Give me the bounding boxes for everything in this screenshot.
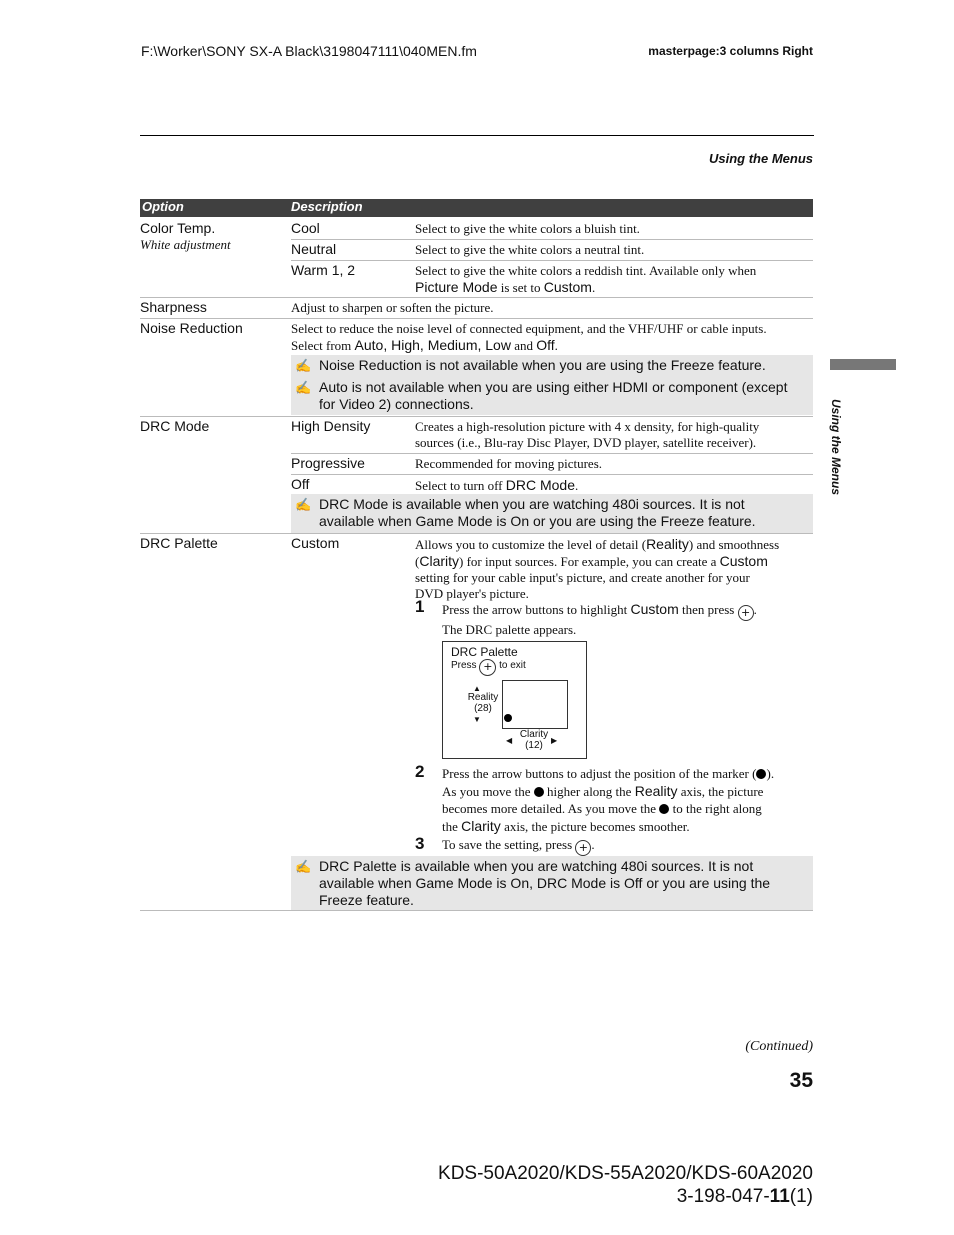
page-number: 35	[789, 1069, 813, 1092]
drc-high-density-label: High Density	[291, 418, 371, 434]
palette-title: DRC Palette	[451, 645, 518, 659]
color-temp-cool-label: Cool	[291, 220, 320, 236]
reality-axis-label: Reality (28)	[467, 692, 499, 714]
option-color-temp-sub: White adjustment	[140, 237, 231, 252]
pencil-note-icon: ✍	[295, 859, 312, 874]
color-temp-warm-label: Warm 1, 2	[291, 262, 356, 278]
header-rule	[140, 135, 814, 136]
drc-custom-intro: Allows you to customize the level of detail (Reality) and smoothness (Clarity) for input sources. For example, you can create a Custom setting for your cable input's picture, and create another for your DVD player's picture.	[415, 536, 780, 601]
option-drc-mode: DRC Mode	[140, 418, 210, 434]
note-text: Noise Reduction is not available when you are using the Freeze feature.	[319, 357, 766, 373]
section-title: Using the Menus	[708, 151, 813, 166]
note-text: DRC Palette is available when you are watching 480i sources. It is not available when Game Mode is On, DRC Mode is Off or you are using the Freeze feature.	[319, 858, 771, 908]
drc-off-desc: Select to turn off DRC Mode.	[415, 477, 579, 493]
option-noise-reduction: Noise Reduction	[140, 320, 243, 336]
col-option-header: Option	[142, 199, 184, 214]
row-divider	[291, 239, 813, 240]
row-divider	[140, 297, 813, 298]
step-1-number: 1	[415, 597, 425, 616]
clarity-left-arrow-icon: ◀	[506, 736, 513, 745]
color-temp-warm-desc: Select to give the white colors a reddish tint. Available only when Picture Mode is set to Custom.	[415, 263, 757, 295]
row-divider	[140, 533, 813, 534]
continued-label: (Continued)	[745, 1039, 813, 1054]
color-temp-neutral-label: Neutral	[291, 241, 337, 257]
table-header	[140, 199, 813, 217]
pencil-note-icon: ✍	[295, 380, 312, 395]
step-1-text: Press the arrow buttons to highlight Custom then press + . The DRC palette appears.	[442, 601, 757, 637]
step-3-text: To save the setting, press + .	[442, 837, 595, 854]
reality-down-arrow-icon: ▼	[473, 715, 481, 724]
palette-marker	[504, 714, 512, 722]
model-numbers: KDS-50A2020/KDS-55A2020/KDS-60A2020	[438, 1163, 813, 1184]
part-number: 3-198-047-11(1)	[676, 1186, 813, 1207]
color-temp-neutral-desc: Select to give the white colors a neutral tint.	[415, 242, 645, 257]
drc-progressive-desc: Recommended for moving pictures.	[415, 456, 603, 471]
drc-palette-figure	[442, 641, 587, 759]
clarity-axis-label: Clarity (12)	[519, 729, 549, 751]
reality-up-arrow-icon: ▲	[473, 684, 481, 693]
table-bottom-rule	[140, 910, 813, 911]
enter-button-icon: +	[738, 605, 754, 621]
noise-reduction-desc: Select to reduce the noise level of connected equipment, and the VHF/UHF or cable inputs. Select from Auto, High, Medium, Low and Off.	[291, 321, 767, 353]
row-divider	[140, 416, 813, 417]
drc-progressive-label: Progressive	[291, 455, 365, 471]
color-temp-cool-desc: Select to give the white colors a bluish tint.	[415, 221, 640, 236]
step-2-text: Press the arrow buttons to adjust the position of the marker ( ). As you move the higher along the Reality axis, the picture becomes more detailed. As you move the to the right along the Clarity axis, the picture becomes smoother.	[442, 766, 775, 834]
note-text: DRC Mode is available when you are watching 480i sources. It is not available when Game Mode is On or you are using the Freeze feature.	[319, 496, 756, 529]
pencil-note-icon: ✍	[295, 358, 312, 373]
palette-grid	[502, 680, 568, 729]
marker-dot-icon	[534, 787, 544, 797]
enter-button-icon: +	[575, 840, 591, 856]
side-tab-label: Using the Menus	[829, 399, 843, 496]
row-divider	[291, 453, 813, 454]
side-tab-marker	[830, 359, 896, 370]
marker-dot-icon	[659, 804, 669, 814]
clarity-right-arrow-icon: ▶	[551, 736, 558, 745]
masterpage-label: masterpage:3 columns Right	[648, 44, 813, 58]
option-color-temp: Color Temp.	[140, 220, 216, 236]
palette-press-hint: Press + to exit	[451, 659, 526, 676]
step-3-number: 3	[415, 834, 425, 853]
drc-palette-note	[291, 856, 813, 910]
drc-custom-label: Custom	[291, 535, 340, 551]
drc-off-label: Off	[291, 476, 310, 492]
option-sharpness: Sharpness	[140, 299, 207, 315]
step-2-number: 2	[415, 762, 425, 781]
pencil-note-icon: ✍	[295, 497, 312, 512]
row-divider	[291, 474, 813, 475]
marker-dot-icon	[756, 769, 766, 779]
enter-button-icon: +	[479, 659, 496, 676]
noise-reduction-notes	[291, 355, 813, 415]
option-drc-palette: DRC Palette	[140, 535, 218, 551]
row-divider	[291, 260, 813, 261]
note-text: Auto is not available when you are using either HDMI or component (except for Video 2) connections.	[319, 379, 788, 412]
drc-high-density-desc: Creates a high-resolution picture with 4 x density, for high-quality sources (i.e., Blu-ray Disc Player, DVD player, satellite receiver).	[415, 419, 760, 450]
sharpness-desc: Adjust to sharpen or soften the picture.	[291, 300, 494, 315]
drc-mode-note	[291, 494, 813, 533]
col-description-header: Description	[291, 199, 363, 214]
row-divider	[140, 318, 813, 319]
file-path: F:\Worker\SONY SX-A Black\3198047111\040MEN.fm	[141, 43, 477, 59]
